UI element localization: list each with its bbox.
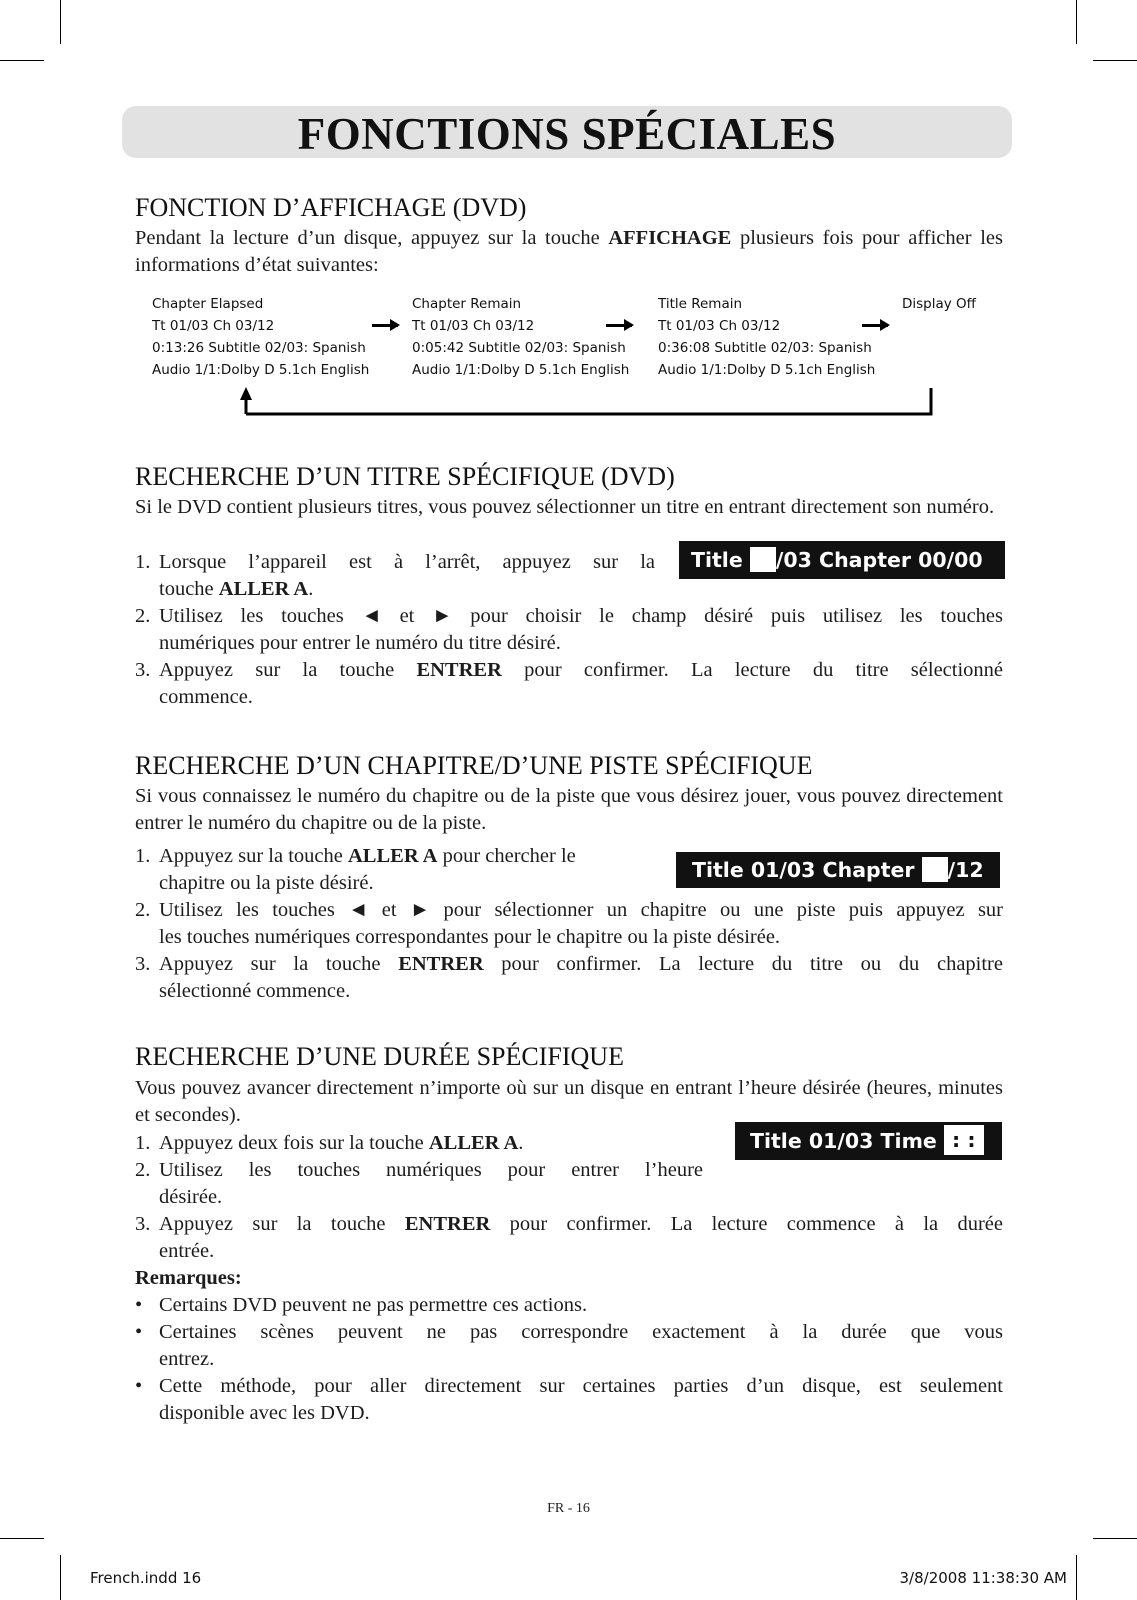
title-number-slot [750, 547, 776, 572]
return-loop-arrow-icon [230, 385, 940, 420]
bullet-icon: • [135, 1294, 143, 1316]
time-entry-slot: : : [944, 1125, 984, 1155]
crop-mark [1093, 1538, 1137, 1539]
osd-state-chapter-elapsed: Chapter Elapsed Tt 01/03 Ch 03/12 0:13:26 Subtitle 02/03: Spanish Audio 1/1:Dolby D 5.1ch English [152, 296, 370, 378]
osd-state-display-off: Display Off [902, 296, 976, 312]
section-intro-display: Pendant la lecture d’un disque, appuyez sur la touche AFFICHAGE plusieurs fois pour afficher les informations d’état suivantes: [135, 227, 1003, 276]
osd-chapter-search-box: Title 01/03 Chapter /12 [676, 852, 1000, 888]
remarks-heading: Remarques: [135, 1267, 242, 1289]
arrow-right-icon [606, 324, 632, 327]
crop-mark [0, 1538, 44, 1539]
section-intro-title-search: Si le DVD contient plusieurs titres, vous pouvez sélectionner un titre en entrant directement son numéro. [135, 496, 995, 518]
crop-mark [60, 1555, 61, 1600]
footer-datetime: 3/8/2008 11:38:30 AM [899, 1569, 1067, 1587]
arrow-right-icon [372, 324, 398, 327]
arrow-right-icon [862, 324, 888, 327]
page-title: FONCTIONS SPÉCIALES [297, 109, 837, 159]
crop-mark [1076, 0, 1077, 44]
bullet-icon: • [135, 1375, 143, 1397]
osd-time-search-box: Title 01/03 Time : : [735, 1122, 1002, 1160]
section-heading-title-search: RECHERCHE D’UN TITRE SPÉCIFIQUE (DVD) [135, 462, 675, 491]
footer-filename: French.indd 16 [90, 1569, 202, 1587]
crop-mark [0, 60, 44, 61]
section-heading-time-search: RECHERCHE D’UNE DURÉE SPÉCIFIQUE [135, 1042, 624, 1071]
osd-title-search-box: Title /03 Chapter 00/00 [679, 541, 1005, 579]
section-intro-time-search: Vous pouvez avancer directement n’importe où sur un disque en entrant l’heure désirée (heures, minutes et secondes). [135, 1077, 1003, 1126]
section-heading-display: FONCTION D’AFFICHAGE (DVD) [135, 193, 527, 222]
crop-mark [1093, 60, 1137, 61]
chapter-number-slot [922, 857, 948, 882]
section-heading-chapter-search: RECHERCHE D’UN CHAPITRE/D’UNE PISTE SPÉCIFIQUE [135, 751, 813, 780]
osd-state-chapter-remain: Chapter Remain Tt 01/03 Ch 03/12 0:05:42 Subtitle 02/03: Spanish Audio 1/1:Dolby D 5.1ch English [412, 296, 630, 378]
section-intro-chapter-search: Si vous connaissez le numéro du chapitre ou de la piste que vous désirez jouer, vous pouvez directement entrer le numéro du chapitre ou de la piste. [135, 785, 1003, 834]
bullet-icon: • [135, 1321, 143, 1343]
crop-mark [60, 0, 61, 44]
osd-state-title-remain: Title Remain Tt 01/03 Ch 03/12 0:36:08 Subtitle 02/03: Spanish Audio 1/1:Dolby D 5.1ch English [658, 296, 876, 378]
page-title-bar [122, 106, 1012, 158]
page-number: FR - 16 [547, 1501, 590, 1516]
crop-mark [1076, 1555, 1077, 1600]
